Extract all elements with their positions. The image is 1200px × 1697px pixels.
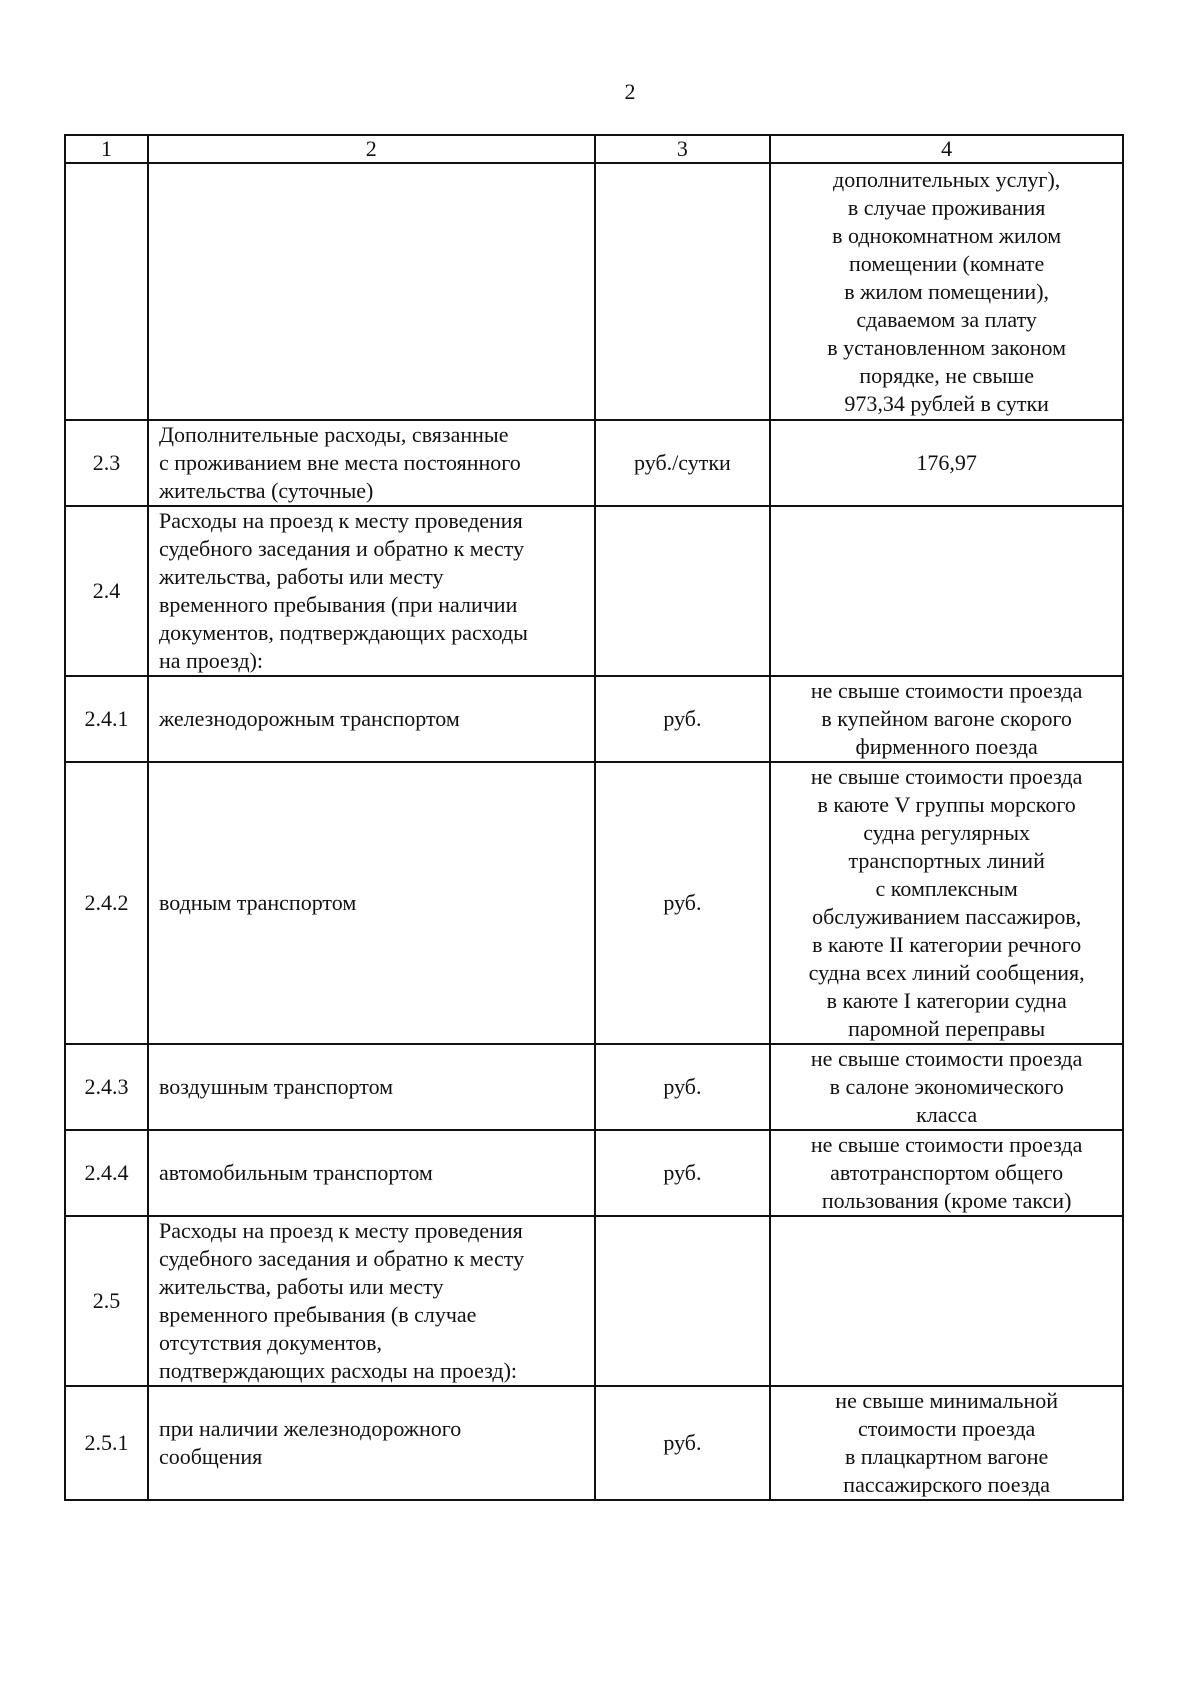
row-value: не свыше стоимости проезда в купейном вагоне скорого фирменного поезда <box>770 676 1123 762</box>
row-name: железнодорожным транспортом <box>148 676 595 762</box>
row-name: Дополнительные расходы, связанные с проживанием вне места постоянного жительства (суточные) <box>148 420 595 506</box>
row-name: воздушным транспортом <box>148 1044 595 1130</box>
row-unit: руб. <box>595 762 771 1044</box>
row-name: Расходы на проезд к месту проведения судебного заседания и обратно к месту жительства, работы или месту временного пребывания (в случае отсутствия документов, подтверждающих расходы на проезд): <box>148 1216 595 1386</box>
row-name <box>148 163 595 420</box>
row-value: не свыше стоимости проезда в салоне экономического класса <box>770 1044 1123 1130</box>
row-number: 2.5 <box>65 1216 148 1386</box>
table-row <box>65 1386 1123 1500</box>
table-row <box>65 506 1123 676</box>
row-name: автомобильным транспортом <box>148 1130 595 1216</box>
row-name: Расходы на проезд к месту проведения судебного заседания и обратно к месту жительства, работы или месту временного пребывания (при наличии документов, подтверждающих расходы на проезд): <box>148 506 595 676</box>
table-row <box>65 420 1123 506</box>
row-name: водным транспортом <box>148 762 595 1044</box>
column-header: 4 <box>770 135 1123 163</box>
expense-rates-table <box>64 134 1124 1501</box>
row-number: 2.4.3 <box>65 1044 148 1130</box>
row-number: 2.5.1 <box>65 1386 148 1500</box>
row-value <box>770 1216 1123 1386</box>
row-unit: руб. <box>595 1386 771 1500</box>
row-value <box>770 506 1123 676</box>
table-row <box>65 676 1123 762</box>
row-unit: руб. <box>595 1044 771 1130</box>
row-unit: руб./сутки <box>595 420 771 506</box>
column-header: 1 <box>65 135 148 163</box>
row-value: не свыше стоимости проезда в каюте V группы морского судна регулярных транспортных линий с комплексным обслуживанием пассажиров, в каюте II категории речного судна всех линий сообщения, в каюте I категории судна паромной переправы <box>770 762 1123 1044</box>
page-number: 2 <box>624 79 636 104</box>
table-row <box>65 762 1123 1044</box>
row-unit <box>595 1216 771 1386</box>
row-number: 2.4.2 <box>65 762 148 1044</box>
column-header: 3 <box>595 135 771 163</box>
row-number: 2.4.4 <box>65 1130 148 1216</box>
row-number <box>65 163 148 420</box>
column-header: 2 <box>148 135 595 163</box>
row-value: 176,97 <box>770 420 1123 506</box>
row-number: 2.3 <box>65 420 148 506</box>
table-row <box>65 163 1123 420</box>
table-header-row <box>65 135 1123 163</box>
table-row <box>65 1044 1123 1130</box>
row-unit <box>595 163 771 420</box>
row-number: 2.4.1 <box>65 676 148 762</box>
row-value: дополнительных услуг), в случае проживания в однокомнатном жилом помещении (комнате в жилом помещении), сдаваемом за плату в установленном законом порядке, не свыше 973,34 рублей в сутки <box>770 163 1123 420</box>
row-number: 2.4 <box>65 506 148 676</box>
table-row <box>65 1216 1123 1386</box>
table-row <box>65 1130 1123 1216</box>
row-unit: руб. <box>595 1130 771 1216</box>
row-name: при наличии железнодорожного сообщения <box>148 1386 595 1500</box>
row-unit <box>595 506 771 676</box>
row-value: не свыше стоимости проезда автотранспортом общего пользования (кроме такси) <box>770 1130 1123 1216</box>
row-unit: руб. <box>595 676 771 762</box>
row-value: не свыше минимальной стоимости проезда в плацкартном вагоне пассажирского поезда <box>770 1386 1123 1500</box>
